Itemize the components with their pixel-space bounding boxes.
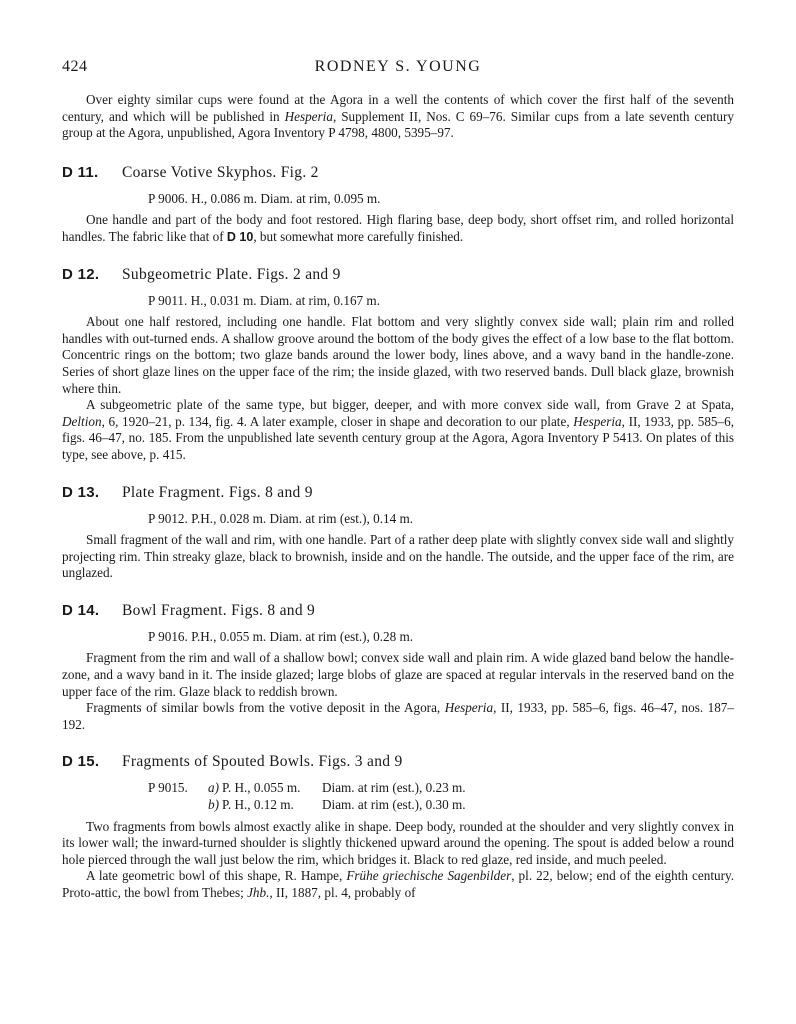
inventory-lines xyxy=(148,780,734,813)
entry-heading xyxy=(62,484,734,502)
entry-description: About one half restored, including one handle. Flat bottom and very slightly convex side wall; plain rim and rolled handles with out-turned ends. A shallow groove around the bottom of the body gives the effect of a low base to the flat bottom. Concentric rings on the bottom; two glaze bands around the lower body, lines above, and a wavy band in the handle-zone. Series of short glaze lines on the upper face of the rim; the inside glazed, with two reserved bands. Dull black glaze, brownish where thin. xyxy=(62,314,734,396)
catalogue-entry-d15 xyxy=(62,753,734,901)
catalogue-entry-d13 xyxy=(62,484,734,582)
inventory-line: P 9006. H., 0.086 m. Diam. at rim, 0.095 m. xyxy=(148,190,381,206)
entry-number: D 15. xyxy=(62,753,100,771)
entry-title: Coarse Votive Skyphos. Fig. 2 xyxy=(122,163,319,181)
entry-title: Fragments of Spouted Bowls. Figs. 3 and 9 xyxy=(122,753,403,771)
entry-title: Plate Fragment. Figs. 8 and 9 xyxy=(122,483,313,501)
fragment-letter: b) xyxy=(208,797,219,813)
inventory-number: P 9015. xyxy=(148,780,188,796)
fragment-height: P. H., 0.055 m. xyxy=(222,780,301,796)
entry-description: One handle and part of the body and foot restored. High flaring base, deep body, short offset rim, and rolled horizontal handles. The fabric like that of D 10, but somewhat more carefully finished. xyxy=(62,212,734,244)
entry-number: D 14. xyxy=(62,601,100,619)
inventory-line-b xyxy=(148,797,734,814)
entry-comparanda: A subgeometric plate of the same type, but bigger, deeper, and with more convex side wall, from Grave 2 at Spata, Deltion, 6, 1920–21, p. 134, fig. 4. A later example, closer in shape and decoration to our plate, Hesperia, II, 1933, pp. 585–6, figs. 46–47, no. 185. From the unpublished late seventh century group at the Agora, Agora Inventory P 5413. On plates of this type, see above, p. 415. xyxy=(62,397,734,462)
main-content xyxy=(62,92,734,902)
page-number: 424 xyxy=(62,58,88,75)
intro-paragraph xyxy=(62,92,734,142)
entry-heading xyxy=(62,753,734,771)
entry-number: D 13. xyxy=(62,483,100,501)
entry-number: D 12. xyxy=(62,265,100,283)
cross-reference: D 10 xyxy=(226,229,254,244)
entry-comparanda: Fragments of similar bowls from the votive deposit in the Agora, Hesperia, II, 1933, pp. 585–6, figs. 46–47, nos. 187–192. xyxy=(62,700,734,732)
entry-number: D 11. xyxy=(62,163,99,181)
inventory-line: P 9012. P.H., 0.028 m. Diam. at rim (est.), 0.14 m. xyxy=(148,510,414,526)
inventory-line-a xyxy=(148,780,734,797)
entry-title: Bowl Fragment. Figs. 8 and 9 xyxy=(122,601,316,619)
page-header xyxy=(62,58,734,80)
entry-comparanda: A late geometric bowl of this shape, R. Hampe, Frühe griechische Sagenbilder, pl. 22, below; end of the eighth century. Proto-attic, the bowl from Thebes; Jhb., II, 1887, pl. 4, probably of xyxy=(62,868,735,900)
fragment-letter: a) xyxy=(208,780,219,796)
entry-description: Fragment from the rim and wall of a shallow bowl; convex side wall and plain rim. A wide glazed band below the handle-zone, and a wavy band in it. The inside glazed; large blobs of glaze are spaced at regular intervals in the reserved band on the upper face of the rim. Glaze black to reddish brown. xyxy=(62,650,734,699)
fragment-height: P. H., 0.12 m. xyxy=(222,797,294,813)
entry-heading xyxy=(62,266,734,284)
entry-description: Two fragments from bowls almost exactly alike in shape. Deep body, rounded at the shoulder and very slightly convex in its lower wall; the inward-turned shoulder is slightly thickened upward around the opening. The spout is added below a round hole pierced through the wall just below the rim, which bridges it. Black to red glaze, red inside, and much peeled. xyxy=(62,818,734,867)
intro-text: Over eighty similar cups were found at the Agora in a well the contents of which cover the first half of the seventh century, and which will be published in Hesperia, Supplement II, Nos. C 69–76. Similar cups from a late seventh century group at the Agora, unpublished, Agora Inventory P 4798, 4800, 5395–97. xyxy=(62,92,734,141)
entry-description: Small fragment of the wall and rim, with one handle. Part of a rather deep plate with slightly convex side wall and slightly projecting rim. Thin streaky glaze, black to brownish, inside and on the handle. The outside, and the upper face of the rim, are unglazed. xyxy=(62,532,734,581)
fragment-diameter: Diam. at rim (est.), 0.30 m. xyxy=(322,797,466,813)
inventory-line: P 9011. H., 0.031 m. Diam. at rim, 0.167 m. xyxy=(148,292,380,308)
catalogue-entry-d14 xyxy=(62,602,734,734)
inventory-line: P 9016. P.H., 0.055 m. Diam. at rim (est.), 0.28 m. xyxy=(148,628,414,644)
catalogue-entry-d12 xyxy=(62,266,734,464)
entry-heading xyxy=(62,602,734,620)
catalogue-entry-d11 xyxy=(62,164,734,246)
fragment-diameter: Diam. at rim (est.), 0.23 m. xyxy=(322,780,466,796)
entry-title: Subgeometric Plate. Figs. 2 and 9 xyxy=(122,265,341,283)
running-head: RODNEY S. YOUNG xyxy=(314,58,482,75)
entry-heading xyxy=(62,164,734,182)
